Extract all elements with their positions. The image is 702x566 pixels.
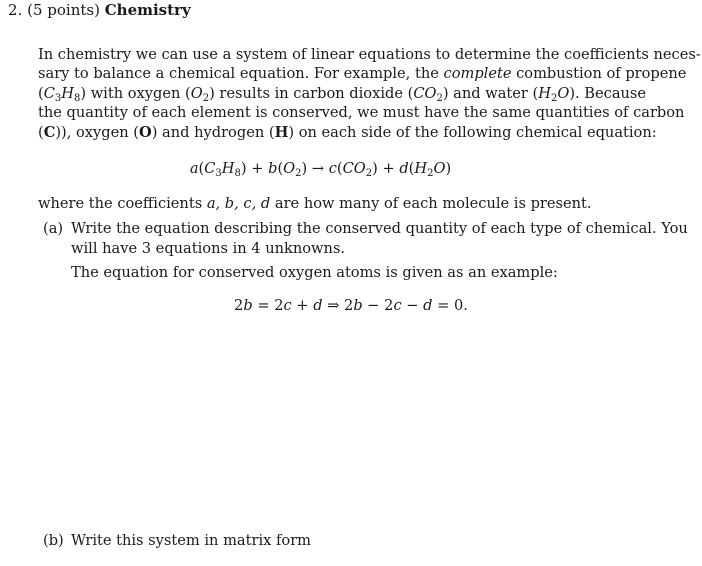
part-b-label: (b) bbox=[43, 532, 64, 549]
problem-number: 2. bbox=[8, 1, 23, 19]
problem-title: Chemistry bbox=[104, 1, 191, 19]
intro-line-1: In chemistry we can use a system of linear equations to determine the coefficients neces- bbox=[38, 46, 701, 63]
intro-line-4: the quantity of each element is conserved, we must have the same quantities of carbon bbox=[38, 104, 685, 121]
problem-heading bbox=[8, 1, 191, 20]
part-a-label: (a) bbox=[43, 220, 64, 237]
emphasis-complete: complete bbox=[443, 65, 512, 82]
intro-line-3: $(C_3H_8)$ with oxygen $(O_2)$ results in carbon dioxide $(CO_2)$ and water $(H_2O)$. Because bbox=[38, 85, 647, 104]
oxygen-equation: 2b = 2c + d ⇒ 2b − 2c − d = 0. bbox=[234, 297, 468, 314]
intro-line-5: (C)), oxygen (O) and hydrogen (H) on each side of the following chemical equation: bbox=[38, 124, 657, 141]
part-a-line-3: The equation for conserved oxygen atoms is given as an example: bbox=[71, 264, 558, 281]
intro-line-2: sary to balance a chemical equation. For example, the complete combustion of propene bbox=[38, 65, 687, 82]
part-a-line-1: Write the equation describing the conserved quantity of each type of chemical. You bbox=[71, 220, 688, 237]
problem-points: (5 points) bbox=[27, 1, 100, 19]
coefficients-sentence: where the coefficients a, b, c, d are how many of each molecule is present. bbox=[38, 195, 592, 212]
chemical-equation: $a(C_3H_8) + b(O_2) \to c(CO_2) + d(H_2O)$ bbox=[189, 160, 452, 179]
part-b-text: Write this system in matrix form bbox=[71, 532, 312, 549]
part-a-line-2: will have 3 equations in 4 unknowns. bbox=[71, 240, 346, 257]
